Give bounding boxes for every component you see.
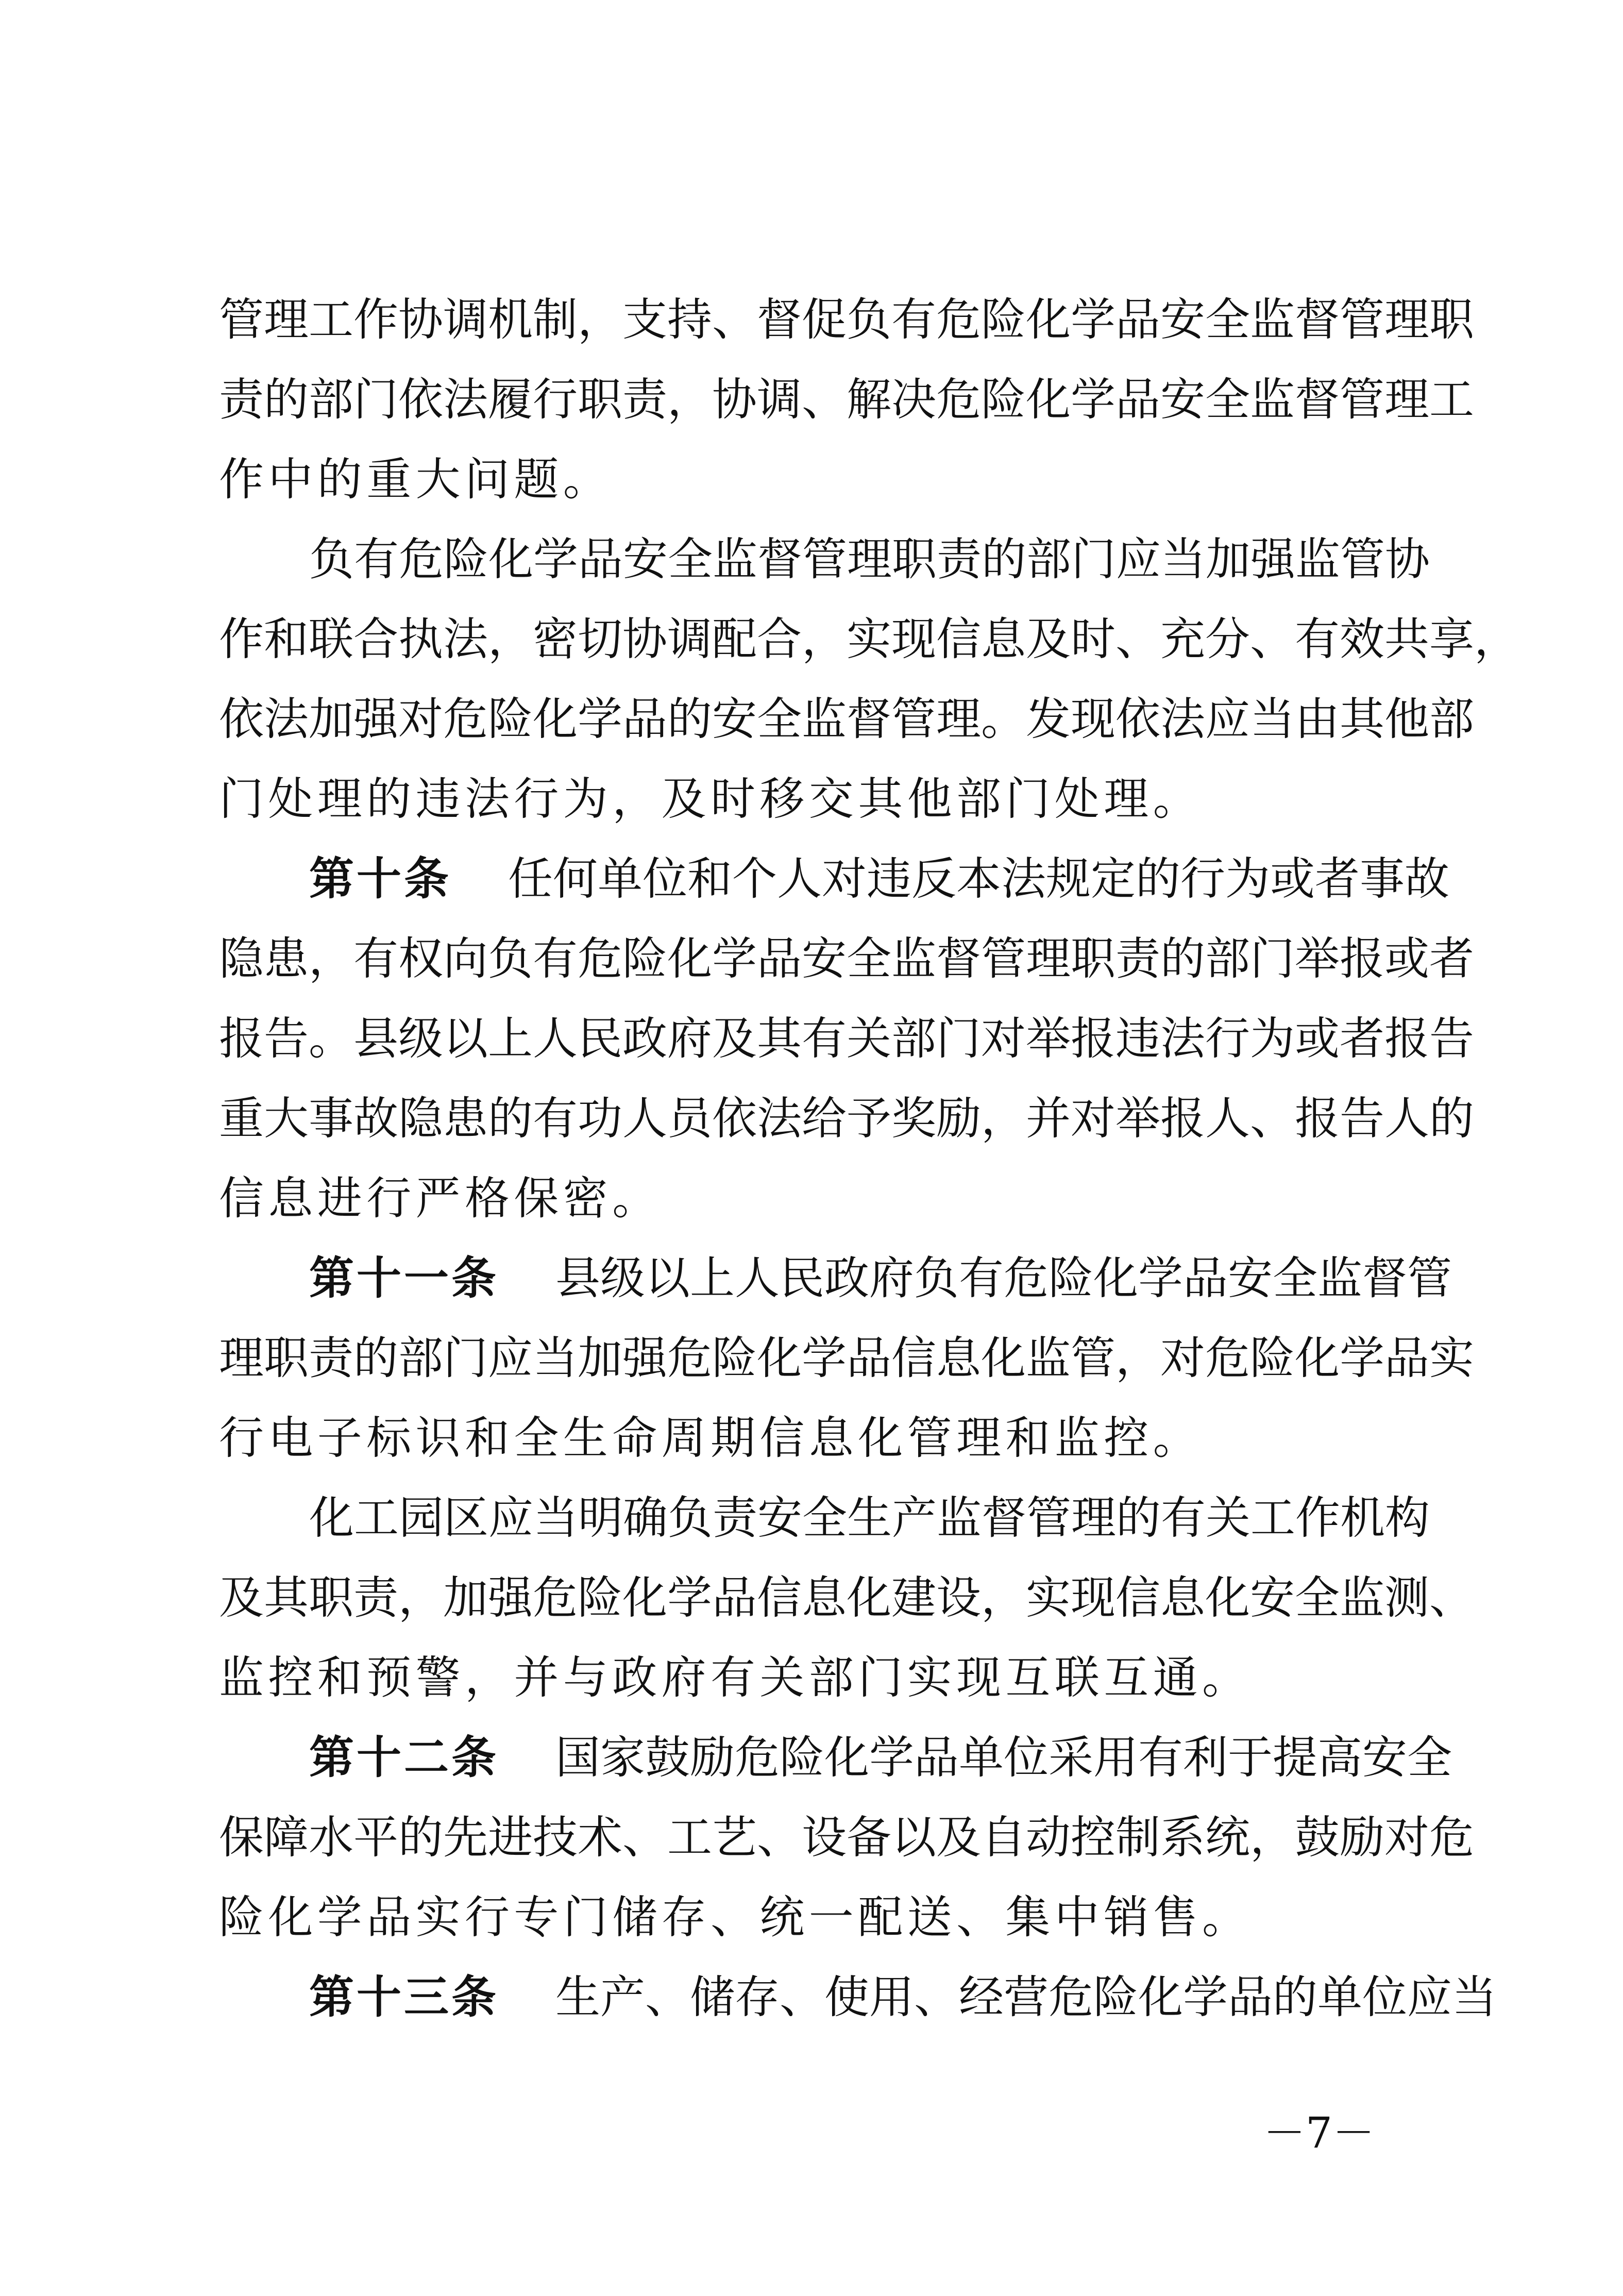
text-line: 险化学品实行专门储存、统一配送、集中销售。 xyxy=(219,1891,1252,1943)
text-line: 监控和预警，并与政府有关部门实现互联互通。 xyxy=(219,1651,1252,1704)
text-line: 国 家 鼓 励 危 险 化 学 品 单 位 采 用 有 利 于 提 高 安 全 xyxy=(555,1731,1452,1784)
text-line: 作 和 联 合 执 法 ， 密 切 协 调 配 合 ， 实 现 信 息 及 时 、 充 分 、 有 效 共 享 ， xyxy=(219,613,1519,665)
text-line: 依 法 加 强 对 危 险 化 学 品 的 安 全 监 督 管 理 。 发 现 依 法 应 当 由 其 他 部 xyxy=(219,693,1474,745)
article-heading: 第十三条 xyxy=(309,1971,499,2023)
article-first-line xyxy=(309,1719,1452,1796)
text-line: 报 告 。 县 级 以 上 人 民 政 府 及 其 有 关 部 门 对 举 报 违 法 行 为 或 者 报 告 xyxy=(219,1012,1474,1065)
article-heading: 第十一条 xyxy=(309,1252,499,1304)
text-line: 保 障 水 平 的 先 进 技 术 、 工 艺 、 设 备 以 及 自 动 控 制 系 统 ， 鼓 励 对 危 xyxy=(219,1811,1474,1864)
text-line: 负 有 危 险 化 学 品 安 全 监 督 管 理 职 责 的 部 门 应 当 加 强 监 管 协 xyxy=(309,533,1430,585)
text-line: 县 级 以 上 人 民 政 府 负 有 危 险 化 学 品 安 全 监 督 管 xyxy=(555,1252,1452,1304)
article-first-line xyxy=(309,1958,1497,2036)
page-number: －7－ xyxy=(1263,2109,1375,2158)
text-line: 门处理的违法行为，及时移交其他部门处理。 xyxy=(219,773,1202,825)
text-line: 隐 患 ， 有 权 向 负 有 危 险 化 学 品 安 全 监 督 管 理 职 责 的 部 门 举 报 或 者 xyxy=(219,932,1474,985)
text-line: 重 大 事 故 隐 患 的 有 功 人 员 依 法 给 予 奖 励 ， 并 对 举 报 人 、 报 告 人 的 xyxy=(219,1092,1474,1145)
text-line: 管 理 工 作 协 调 机 制 ， 支 持 、 督 促 负 有 危 险 化 学 品 安 全 监 督 管 理 职 xyxy=(219,293,1474,346)
article-heading: 第十二条 xyxy=(309,1731,499,1784)
text-line: 及 其 职 责 ， 加 强 危 险 化 学 品 信 息 化 建 设 ， 实 现 信 息 化 安 全 监 测 、 xyxy=(219,1571,1474,1624)
article-first-line xyxy=(309,840,1449,917)
article-heading: 第十条 xyxy=(309,852,451,905)
text-line: 生 产 、 储 存 、 使 用 、 经 营 危 险 化 学 品 的 单 位 应 当 xyxy=(555,1971,1497,2023)
text-line: 作中的重大问题。 xyxy=(219,453,613,506)
text-line: 任 何 单 位 和 个 人 对 违 反 本 法 规 定 的 行 为 或 者 事 故 xyxy=(508,852,1449,905)
text-line: 责 的 部 门 依 法 履 行 职 责 ， 协 调 、 解 决 危 险 化 学 品 安 全 监 督 管 理 工 xyxy=(219,373,1474,426)
article-first-line xyxy=(309,1239,1452,1317)
text-line: 化 工 园 区 应 当 明 确 负 责 安 全 生 产 监 督 管 理 的 有 关 工 作 机 构 xyxy=(309,1491,1430,1544)
text-line: 信息进行严格保密。 xyxy=(219,1172,662,1225)
text-line: 理 职 责 的 部 门 应 当 加 强 危 险 化 学 品 信 息 化 监 管 ， 对 危 险 化 学 品 实 xyxy=(219,1332,1474,1384)
text-line: 行电子标识和全生命周期信息化管理和监控。 xyxy=(219,1412,1202,1464)
